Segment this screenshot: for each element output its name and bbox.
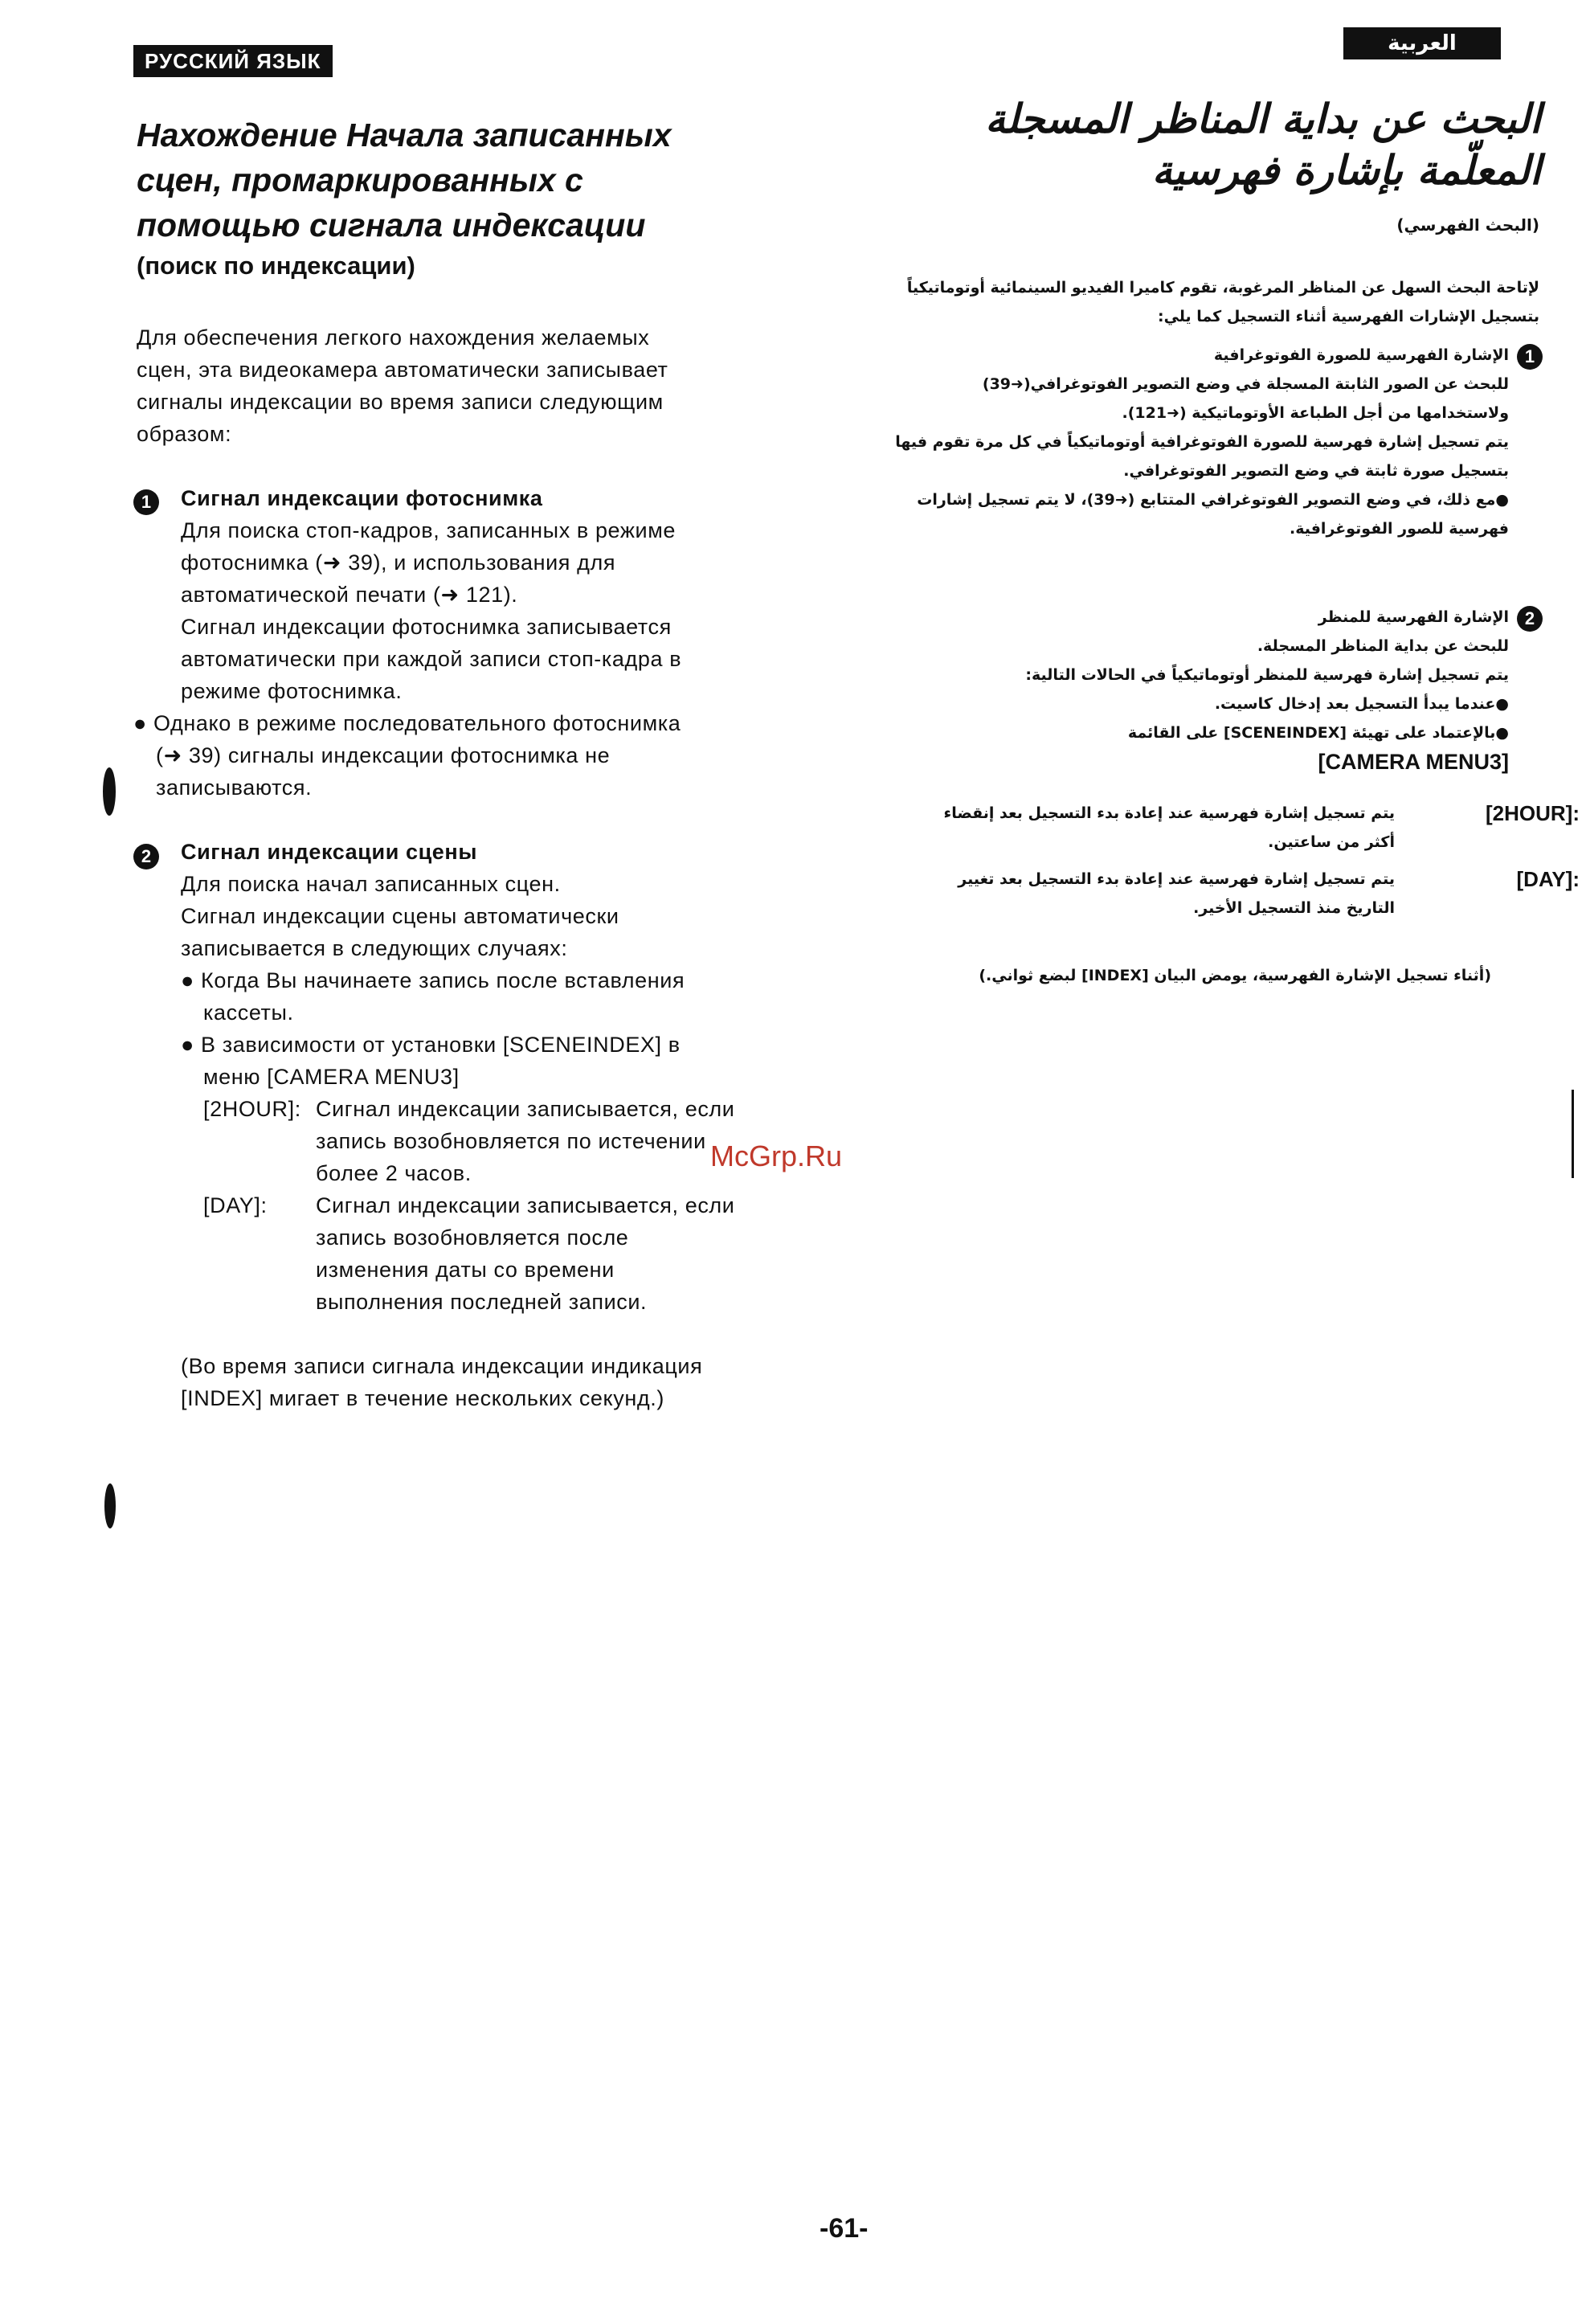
ar-s1-line: يتم تسجيل إشارة فهرسية للصورة الفوتوغرافية أوتوماتيكياً في كل مرة تقوم فيها xyxy=(895,433,1509,451)
ru-s1-line: фотоснимка (➜ 39), и использования для xyxy=(181,550,616,575)
ar-s1-note-line: فهرسية للصور الفوتوغرافية. xyxy=(1290,520,1509,538)
ru-opt2-line: запись возобновляется после xyxy=(316,1225,629,1250)
ar-option-day xyxy=(892,865,1580,923)
ru-title xyxy=(137,113,811,248)
ru-s2-b2-line: В зависимости от установки [SCENEINDEX] в xyxy=(201,1033,681,1057)
bullet-icon: ● xyxy=(1495,724,1509,742)
ar-opt1-line: أكثر من ساعتين. xyxy=(1268,833,1395,851)
ar-s2-line: يتم تسجيل إشارة فهرسية للمنظر أوتوماتيكياً في الحالات التالية: xyxy=(1025,666,1509,684)
ru-s2-line: записывается в следующих случаях: xyxy=(181,936,568,960)
ru-opt2-line: изменения даты со времени xyxy=(316,1258,615,1282)
ru-s1-note xyxy=(133,707,824,804)
ru-s2-bullets xyxy=(181,964,824,1093)
ar-s1-line: للبحث عن الصور الثابتة المسجلة في وضع التصوير الفوتوغرافي(➜39) xyxy=(982,375,1509,393)
ar-s2-line: للبحث عن بداية المناظر المسجلة. xyxy=(1257,637,1509,655)
ru-opt1-line: более 2 часов. xyxy=(316,1161,472,1185)
ar-opt2-line: يتم تسجيل إشارة فهرسية عند إعادة بدء التسجيل بعد تغيير xyxy=(958,870,1395,888)
punch-hole-mark xyxy=(103,767,116,816)
ar-intro-line: بتسجيل الإشارات الفهرسية أثناء التسجيل كما يلي: xyxy=(1157,308,1539,325)
ru-opt1-line: Сигнал индексации записывается, если xyxy=(316,1097,735,1121)
ar-subtitle: (البحث الفهرسي) xyxy=(1396,215,1539,235)
ru-footnote xyxy=(181,1350,824,1414)
ru-s2-line: Сигнал индексации сцены автоматически xyxy=(181,904,619,928)
ru-intro-line: сигналы индексации во время записи следующим xyxy=(137,390,664,414)
ru-section-1 xyxy=(181,482,824,707)
ru-opt2-line: выполнения последней записи. xyxy=(316,1290,648,1314)
ru-s1-note-line: (➜ 39) сигналы индексации фотоснимка не xyxy=(156,743,611,767)
ru-footnote-line: (Во время записи сигнала индексации индикация xyxy=(181,1354,703,1378)
ar-section-1 xyxy=(892,341,1509,543)
number-1-icon: 1 xyxy=(133,489,159,515)
ar-intro-line: لإتاحة البحث السهل عن المناظر المرغوبة، تقوم كاميرا الفيديو السينمائية أوتوماتيكياً xyxy=(906,279,1539,297)
edge-mark xyxy=(1572,1090,1574,1178)
ar-s1-heading: الإشارة الفهرسية للصورة الفوتوغرافية xyxy=(1213,346,1509,364)
ru-s1-heading: Сигнал индексации фотоснимка xyxy=(181,486,543,510)
ar-section-2 xyxy=(892,603,1509,776)
ru-opt1-label: [2HOUR]: xyxy=(203,1097,301,1121)
ar-s2-b2-menu: [CAMERA MENU3] xyxy=(1318,750,1509,774)
ru-s1-line: Для поиска стоп-кадров, записанных в режиме xyxy=(181,518,676,542)
ru-opt1-line: запись возобновляется по истечении xyxy=(316,1129,706,1153)
number-1-icon: 1 xyxy=(1517,344,1543,370)
ru-s1-line: автоматической печати (➜ 121). xyxy=(181,583,518,607)
ru-s1-note-line: записываются. xyxy=(156,775,313,800)
ar-s1-line: ولاستخدامها من أجل الطباعة الأوتوماتيكية (➜121). xyxy=(1122,404,1509,422)
ru-section-2 xyxy=(181,836,824,964)
bullet-icon: ● xyxy=(133,711,154,735)
ar-s1-note-line: مع ذلك، في وضع التصوير الفوتوغرافي المتتابع (➜39)، لا يتم تسجيل إشارات xyxy=(917,491,1496,509)
punch-hole-mark xyxy=(104,1483,116,1528)
bullet-icon: ● xyxy=(181,1033,202,1057)
ar-s1-line: بتسجيل صورة ثابتة في وضع التصوير الفوتوغرافي. xyxy=(1123,462,1509,480)
ar-s2-b1: عندما يبدأ التسجيل بعد إدخال كاسيت. xyxy=(1214,695,1496,713)
ru-s2-heading: Сигнал индексации сцены xyxy=(181,840,477,864)
ar-opt1-line: يتم تسجيل إشارة فهرسية عند إعادة بدء التسجيل بعد إنقضاء xyxy=(943,804,1395,822)
ru-subtitle: (поиск по индексации) xyxy=(137,252,415,280)
ru-intro-line: сцен, эта видеокамера автоматически записывает xyxy=(137,358,668,382)
page-number: -61- xyxy=(820,2213,869,2244)
ar-title xyxy=(884,93,1541,196)
ar-option-2hour xyxy=(892,799,1580,857)
ar-s2-b2: بالإعتماد على تهيئة [SCENEINDEX] على القائمة xyxy=(1127,724,1496,742)
russian-language-tag: РУССКИЙ ЯЗЫК xyxy=(133,45,333,77)
ru-s2-b1-line: Когда Вы начинаете запись после вставления xyxy=(201,968,685,992)
ru-intro-line: Для обеспечения легкого нахождения желаемых xyxy=(137,325,650,350)
number-2-icon: 2 xyxy=(1517,606,1543,632)
ru-s2-line: Для поиска начал записанных сцен. xyxy=(181,872,561,896)
ar-opt2-line: التاريخ منذ التسجيل الأخير. xyxy=(1193,899,1395,917)
ru-footnote-line: [INDEX] мигает в течение нескольких секунд.) xyxy=(181,1386,664,1410)
ar-footnote: (أثناء تسجيل الإشارة الفهرسية، يومض البيان [INDEX] لبضع ثواني.) xyxy=(979,967,1491,984)
ru-s2-b2-line: меню [CAMERA MENU3] xyxy=(203,1065,460,1089)
ar-opt1-label: [2HOUR]: xyxy=(1486,801,1580,825)
ru-opt2-label: [DAY]: xyxy=(203,1193,268,1217)
number-2-icon: 2 xyxy=(133,844,159,869)
ar-title-line: البحث عن بداية المناظر المسجلة xyxy=(985,96,1541,142)
ar-title-line: المعلّمة بإشارة فهرسية xyxy=(1151,147,1541,194)
ru-intro xyxy=(137,321,811,450)
ru-option-day xyxy=(203,1189,814,1318)
watermark: McGrp.Ru xyxy=(710,1139,843,1172)
ar-s2-heading: الإشارة الفهرسية للمنظر xyxy=(1318,608,1509,626)
ru-title-line: Нахождение Начала записанных xyxy=(137,117,672,153)
ru-title-line: сцен, промаркированных с xyxy=(137,162,583,198)
ru-intro-line: образом: xyxy=(137,422,232,446)
ru-title-line: помощью сигнала индексации xyxy=(137,207,646,243)
ru-s1-line: Сигнал индексации фотоснимка записывается xyxy=(181,615,672,639)
ar-intro xyxy=(892,273,1539,331)
ru-s1-line: режиме фотоснимка. xyxy=(181,679,403,703)
ru-s1-line: автоматически при каждой записи стоп-кадра в xyxy=(181,647,682,671)
ru-opt2-line: Сигнал индексации записывается, если xyxy=(316,1193,735,1217)
bullet-icon: ● xyxy=(1495,491,1509,509)
bullet-icon: ● xyxy=(181,968,202,992)
bullet-icon: ● xyxy=(1495,695,1509,713)
ru-s2-b1-line: кассеты. xyxy=(203,1000,294,1025)
ru-s1-note-line: Однако в режиме последовательного фотоснимка xyxy=(153,711,681,735)
ar-opt2-label: [DAY]: xyxy=(1516,867,1580,891)
arabic-language-tag: العربية xyxy=(1343,27,1501,59)
